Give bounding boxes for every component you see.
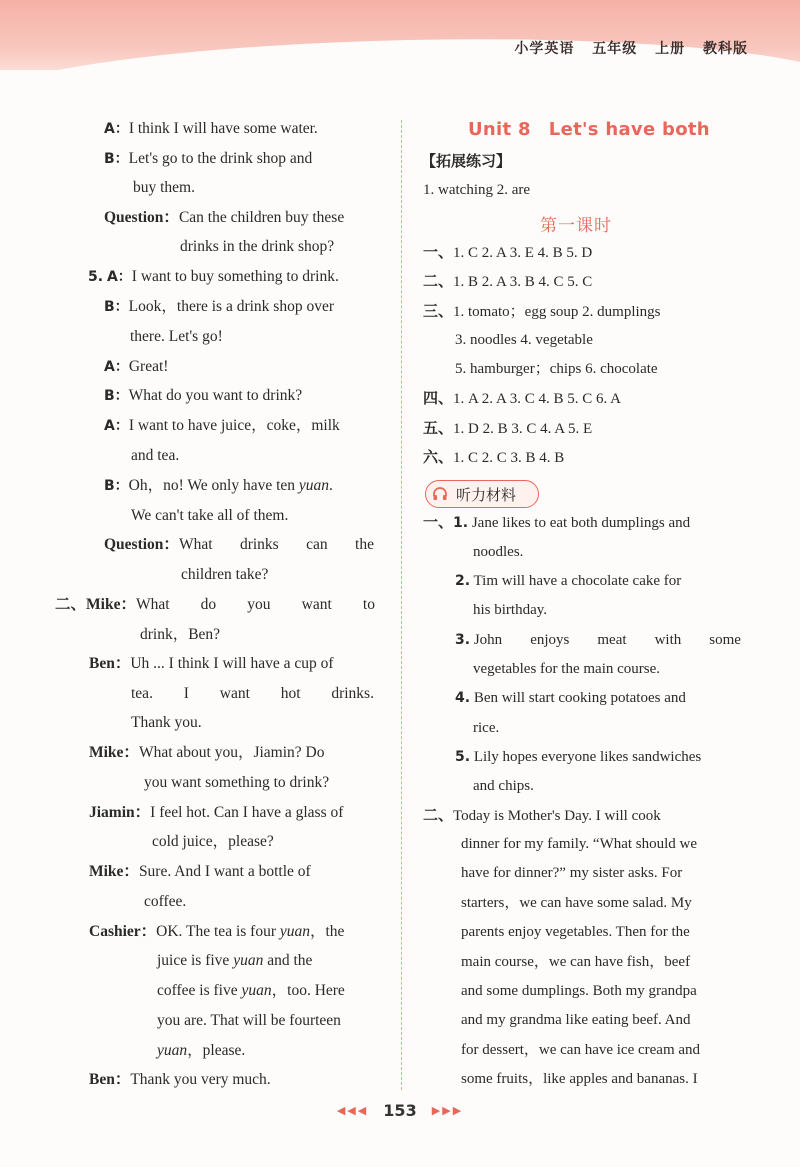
dialog-line: cold juice，please?	[152, 833, 274, 850]
dialog-line: drink，Ben?	[140, 626, 221, 643]
header-subject: 小学英语	[514, 41, 575, 57]
passage-line: 二、Today is Mother's Day. I will cook	[423, 806, 661, 824]
header-band	[0, 0, 800, 70]
left-arrows-icon: ◀◀◀	[336, 1104, 369, 1117]
answer-line: 三、1. tomato；egg soup 2. dumplings	[423, 302, 661, 320]
right-arrows-icon: ▶▶▶	[431, 1104, 464, 1117]
dialog-line: tea. I want hot drinks.	[131, 685, 374, 702]
dialog-line: A：I want to have juice，coke，milk	[104, 417, 340, 434]
script-line: 3. John enjoys meat with some	[455, 632, 741, 648]
lesson-title: 第一课时	[540, 216, 612, 236]
dialog-line: Question：Can the children buy these	[104, 209, 345, 226]
answer-line: 一、1. C 2. A 3. E 4. B 5. D	[423, 243, 593, 261]
script-line: 4. Ben will start cooking potatoes and	[455, 690, 686, 706]
dialog-line: B：Oh，no! We only have ten yuan.	[104, 477, 333, 494]
dialog-line: Mike：Sure. And I want a bottle of	[89, 863, 311, 880]
dialog-line: Mike：What about you，Jiamin? Do	[89, 744, 325, 761]
header-edition: 教科版	[703, 41, 748, 57]
dialog-line: Ben：Uh ... I think I will have a cup of	[89, 655, 334, 672]
dialog-line: and tea.	[131, 447, 180, 464]
dialog-line: B：Look，there is a drink shop over	[104, 298, 335, 315]
dialog-line: Cashier：OK. The tea is four yuan，the	[89, 923, 345, 940]
answer-line: 5. hamburger；chips 6. chocolate	[455, 361, 658, 377]
listening-material-badge	[425, 480, 539, 508]
dialog-line: B：What do you want to drink?	[104, 387, 303, 404]
dialog-line: A：Great!	[104, 358, 169, 375]
unit-title: Unit 8 Let's have both	[468, 119, 710, 140]
dialog-line: juice is five yuan and the	[157, 952, 313, 969]
script-line: vegetables for the main course.	[473, 661, 661, 677]
script-line: 一、1. Jane likes to eat both dumplings and	[423, 513, 691, 531]
dialog-line: you want something to drink?	[144, 774, 330, 791]
dialog-line: children take?	[181, 566, 269, 583]
page-number: 153	[383, 1101, 417, 1120]
column-divider	[401, 120, 402, 1090]
listening-label: 听力材料	[456, 485, 517, 504]
passage-line: and some dumplings. Both my grandpa	[461, 983, 697, 999]
answer-line: 六、1. C 2. C 3. B 4. B	[423, 448, 565, 466]
script-line: noodles.	[473, 544, 524, 560]
answer-line: 五、1. D 2. B 3. C 4. A 5. E	[423, 419, 593, 437]
script-line: 5. Lily hopes everyone likes sandwiches	[455, 749, 702, 765]
script-line: rice.	[473, 720, 500, 736]
answer-line: 1. watching 2. are	[423, 182, 531, 198]
header-grade: 五年级	[592, 41, 638, 57]
passage-line: starters，we can have some salad. My	[461, 895, 692, 911]
page-footer	[0, 1101, 800, 1120]
answer-line: 四、1. A 2. A 3. C 4. B 5. C 6. A	[423, 389, 621, 407]
headphones-icon	[432, 486, 448, 502]
dialog-line: drinks in the drink shop?	[180, 238, 335, 255]
passage-line: main course，we can have fish，beef	[461, 954, 691, 970]
dialog-line: Question：What drinks can the	[104, 536, 374, 553]
passage-line: parents enjoy vegetables. Then for the	[461, 924, 690, 940]
dialog-line: A：I think I will have some water.	[104, 120, 318, 137]
book-header	[502, 38, 748, 58]
dialog-line: 二、Mike：What do you want to	[55, 596, 375, 613]
passage-line: for dessert，we can have ice cream and	[461, 1042, 701, 1058]
dialog-line: buy them.	[133, 179, 195, 196]
passage-line: and my grandma like eating beef. And	[461, 1012, 691, 1028]
answer-line: 二、1. B 2. A 3. B 4. C 5. C	[423, 272, 593, 290]
dialog-line: Ben：Thank you very much.	[89, 1071, 271, 1088]
dialog-line: Thank you.	[131, 714, 202, 731]
passage-line: dinner for my family. “What should we	[461, 836, 698, 852]
script-line: his birthday.	[473, 602, 548, 618]
dialog-line: 5. A：I want to buy something to drink.	[88, 268, 339, 285]
dialog-line: Jiamin：I feel hot. Can I have a glass of	[89, 804, 344, 821]
answer-line: 3. noodles 4. vegetable	[455, 332, 593, 348]
dialog-line: B：Let's go to the drink shop and	[104, 150, 313, 167]
dialog-line: there. Let's go!	[130, 328, 223, 345]
passage-line: have for dinner?” my sister asks. For	[461, 865, 683, 881]
dialog-line: you are. That will be fourteen	[157, 1012, 341, 1029]
expand-practice-label: 【拓展练习】	[421, 152, 512, 170]
dialog-line: coffee.	[144, 893, 187, 910]
script-line: and chips.	[473, 778, 534, 794]
passage-line: some fruits，like apples and bananas. I	[461, 1071, 698, 1087]
dialog-line: yuan，please.	[157, 1042, 246, 1059]
dialog-line: We can't take all of them.	[131, 507, 289, 524]
dialog-line: coffee is five yuan，too. Here	[157, 982, 345, 999]
header-volume: 上册	[655, 41, 686, 57]
script-line: 2. Tim will have a chocolate cake for	[455, 573, 682, 589]
